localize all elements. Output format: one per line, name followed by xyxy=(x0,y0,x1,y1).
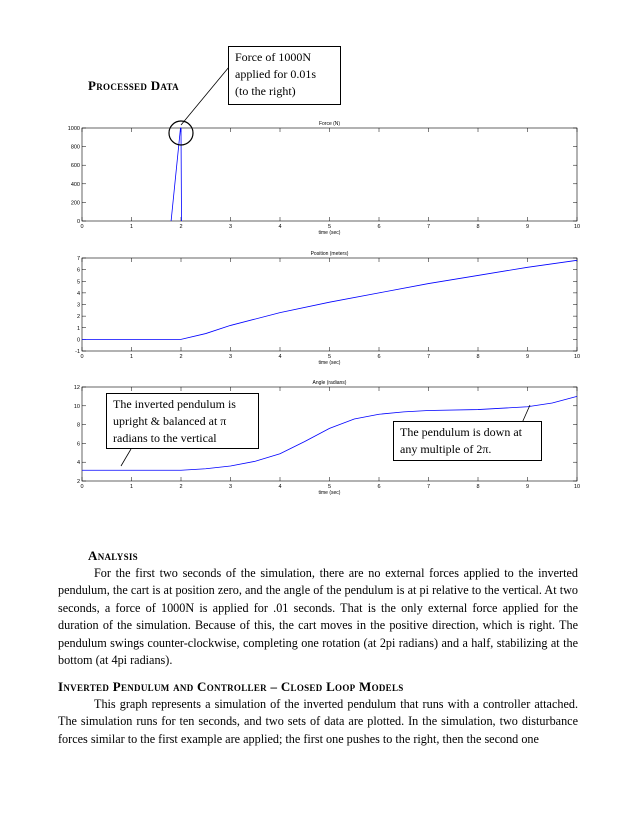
x-tick-label: 1 xyxy=(129,484,134,490)
x-tick-label: 6 xyxy=(377,484,381,490)
x-tick-label: 10 xyxy=(573,224,581,230)
x-axis-label: time (sec) xyxy=(318,230,341,236)
x-tick-label: 4 xyxy=(278,224,282,230)
y-tick-label: 1 xyxy=(76,325,80,332)
x-tick-label: 5 xyxy=(327,354,332,360)
upright-callout-line-3: radians to the vertical xyxy=(113,431,217,445)
down-callout xyxy=(393,421,542,461)
x-tick-label: 0 xyxy=(80,354,84,360)
y-tick-label: 8 xyxy=(76,422,80,429)
y-tick-label: 4 xyxy=(76,290,80,297)
x-tick-label: 8 xyxy=(476,354,480,360)
x-tick-label: 10 xyxy=(573,484,581,490)
chart-panel-2 xyxy=(75,251,580,366)
analysis-heading: Analysis xyxy=(88,548,138,563)
x-tick-label: 9 xyxy=(525,484,530,490)
x-tick-label: 4 xyxy=(278,484,282,490)
force-callout-line-1: Force of 1000N xyxy=(235,50,311,64)
y-tick-label: 2 xyxy=(76,479,80,485)
y-tick-label: 7 xyxy=(76,256,80,262)
y-tick-label: 6 xyxy=(76,441,80,448)
x-tick-label: 5 xyxy=(327,484,332,490)
force-callout-line-3: (to the right) xyxy=(235,84,296,98)
x-tick-label: 9 xyxy=(525,224,530,230)
y-tick-label: 2 xyxy=(76,314,80,321)
y-tick-label: 4 xyxy=(76,460,80,467)
closed-loop-heading: Inverted Pendulum and Controller – Closed Loop Models xyxy=(58,679,404,694)
x-tick-label: 2 xyxy=(179,224,183,230)
x-tick-label: 0 xyxy=(80,224,84,230)
closed-loop-paragraph xyxy=(58,696,578,748)
x-tick-label: 7 xyxy=(426,224,431,230)
force-callout-line xyxy=(181,67,229,125)
upright-callout-line-2: upright & balanced at π xyxy=(113,414,227,428)
x-tick-label: 10 xyxy=(573,354,581,360)
x-tick-label: 1 xyxy=(129,354,134,360)
down-callout-line-1: The pendulum is down at xyxy=(400,425,522,439)
x-tick-label: 8 xyxy=(476,224,480,230)
plot-frame xyxy=(82,258,577,351)
force-callout xyxy=(228,46,341,105)
x-axis-label: time (sec) xyxy=(318,490,341,496)
x-tick-label: 7 xyxy=(426,484,431,490)
force-callout-line-2: applied for 0.01s xyxy=(235,67,316,81)
upright-callout xyxy=(106,393,259,449)
x-tick-label: 3 xyxy=(228,484,233,490)
chart-title: Position (meters) xyxy=(310,251,349,257)
y-tick-label: 10 xyxy=(73,403,80,410)
analysis-text: For the first two seconds of the simulation, there are no external forces applied to the inverted pendulum, the cart is at position zero, and the angle of the pendulum is at pi relative to the vertical. At two seconds, a force of 1000N is applied for .01 seconds. That is the only external force applied for the duration of the simulation. Because of this, the cart moves in the positive direction, which is right. The pendulum swings counter-clockwise, completing one rotation (at 2pi radians) and a half, stabilizing at the bottom (at 4pi radians). xyxy=(58,566,578,668)
y-tick-label: 6 xyxy=(76,267,80,274)
y-tick-label: 0 xyxy=(76,219,80,225)
closed-loop-text: This graph represents a simulation of the inverted pendulum that runs with a controller attached. The simulation runs for ten seconds, and two sets of data are plotted. In the simulation, two disturbance forces similar to the first example are applied; the first one pushes to the right, then the second one xyxy=(58,697,578,746)
y-tick-label: 400 xyxy=(70,181,80,188)
x-axis-label: time (sec) xyxy=(318,360,341,366)
x-tick-label: 2 xyxy=(179,354,183,360)
x-tick-label: 6 xyxy=(377,224,381,230)
upright-callout-line-1: The inverted pendulum is xyxy=(113,397,236,411)
y-tick-label: 600 xyxy=(70,163,80,170)
chart-title: Angle (radians) xyxy=(312,380,347,386)
x-tick-label: 0 xyxy=(80,484,84,490)
y-tick-label: 1000 xyxy=(67,126,80,132)
plot-frame xyxy=(82,128,577,221)
x-tick-label: 1 xyxy=(129,224,134,230)
y-tick-label: 0 xyxy=(76,337,80,344)
y-tick-label: 800 xyxy=(70,144,80,151)
x-tick-label: 3 xyxy=(228,354,233,360)
y-tick-label: 12 xyxy=(73,385,80,391)
x-tick-label: 5 xyxy=(327,224,332,230)
x-tick-label: 3 xyxy=(228,224,233,230)
y-tick-label: 5 xyxy=(76,279,80,286)
x-tick-label: 2 xyxy=(179,484,183,490)
x-tick-label: 8 xyxy=(476,484,480,490)
analysis-paragraph xyxy=(58,565,578,669)
y-tick-label: 200 xyxy=(70,200,80,207)
y-tick-label: 3 xyxy=(76,302,80,309)
x-tick-label: 4 xyxy=(278,354,282,360)
x-tick-label: 6 xyxy=(377,354,381,360)
x-tick-label: 9 xyxy=(525,354,530,360)
chart-title: Force (N) xyxy=(318,121,341,127)
y-tick-label: -1 xyxy=(75,349,80,355)
x-tick-label: 7 xyxy=(426,354,431,360)
processed-data-heading: Processed Data xyxy=(88,78,179,93)
down-callout-line-2: any multiple of 2π. xyxy=(400,442,492,456)
chart-panel-1 xyxy=(68,121,580,236)
